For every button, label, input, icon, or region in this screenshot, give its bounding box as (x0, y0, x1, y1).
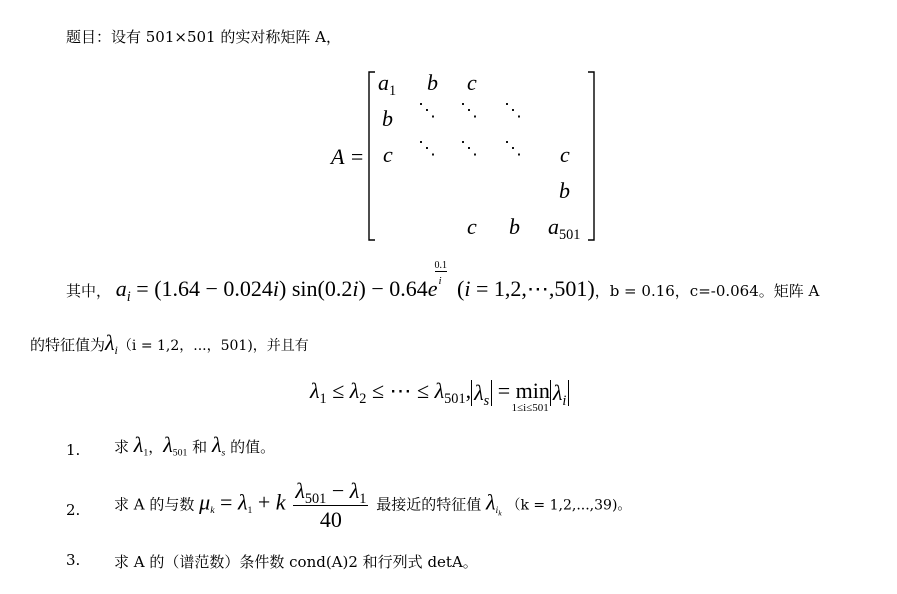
ai-formula: $a_i = (1.64 - 0.024i) \sin(0.2i) - 0.64e$ $\frac{0.1}{i}$ (i = 1,2,⋯,501) (115, 260, 595, 305)
matrix-cell-c: c (383, 142, 393, 167)
matrix-diagonal-dots: ⋱ (504, 138, 522, 159)
matrix-cell-c: c (467, 214, 477, 239)
matrix-cell-b: b (382, 106, 393, 131)
eigenvalue-line: 的特征值为$\lambda_i(i = 1,2$，...，501)，并且有 (30, 330, 309, 358)
matrix-cell-c: c (560, 142, 570, 167)
matrix-diagonal-dots: ⋱ (418, 138, 436, 159)
matrix-diagonal-dots: ⋱ (418, 100, 436, 121)
eigenvalue-ordering: $\lambda_1 \le \lambda_2$ ≤ ⋯ ≤ $\lambda_{501}$, $\lambda_s = \min$ 1≤i≤501 $\lambda_i$ (310, 378, 569, 406)
definition-prefix: 其中， (66, 282, 112, 300)
question-1-number: 1. (66, 441, 81, 459)
matrix-cell-a1: $a_1$ (378, 70, 397, 99)
matrix-diagonal-dots: ⋱ (460, 100, 478, 121)
mu-fraction: $\frac{\lambda_{501} - \lambda_1}{40}$ (295, 478, 367, 532)
question-2-number: 2. (66, 501, 81, 519)
matrix-cell-b: b (509, 214, 520, 239)
matrix-cell-c: c (467, 70, 477, 95)
matrix-cell-a501: $a_{501}$ (548, 214, 581, 243)
question-3-number: 3. (66, 551, 81, 569)
question-2: 求 A 的与数 $\mu_k = \lambda_1 + k$ $\frac{\lambda_{501} - \lambda_1}{40}$ 最接近的特征值 $\lambda_{i_k}$ （k = 1,2,...,39)。 (114, 478, 632, 532)
question-1: 求 $\lambda_1$，$\lambda_{501}$ 和 $\lambda_s$ 的值。 (114, 432, 276, 459)
question-3: 求 A 的（谱范数）条件数 cond(A)2 和行列式 detA。 (114, 553, 478, 571)
definition-suffix: ，b = 0.16，c=-0.064。矩阵 A (594, 282, 820, 300)
matrix-diagonal-dots: ⋱ (460, 138, 478, 159)
definition-line (66, 260, 820, 305)
matrix-cell-b: b (427, 70, 438, 95)
matrix-diagonal-dots: ⋱ (504, 100, 522, 121)
problem-intro: 题目：设有 501×501 的实对称矩阵 A， (66, 28, 341, 46)
matrix-cell-b: b (559, 178, 570, 203)
matrix-lhs: A = (331, 144, 365, 169)
